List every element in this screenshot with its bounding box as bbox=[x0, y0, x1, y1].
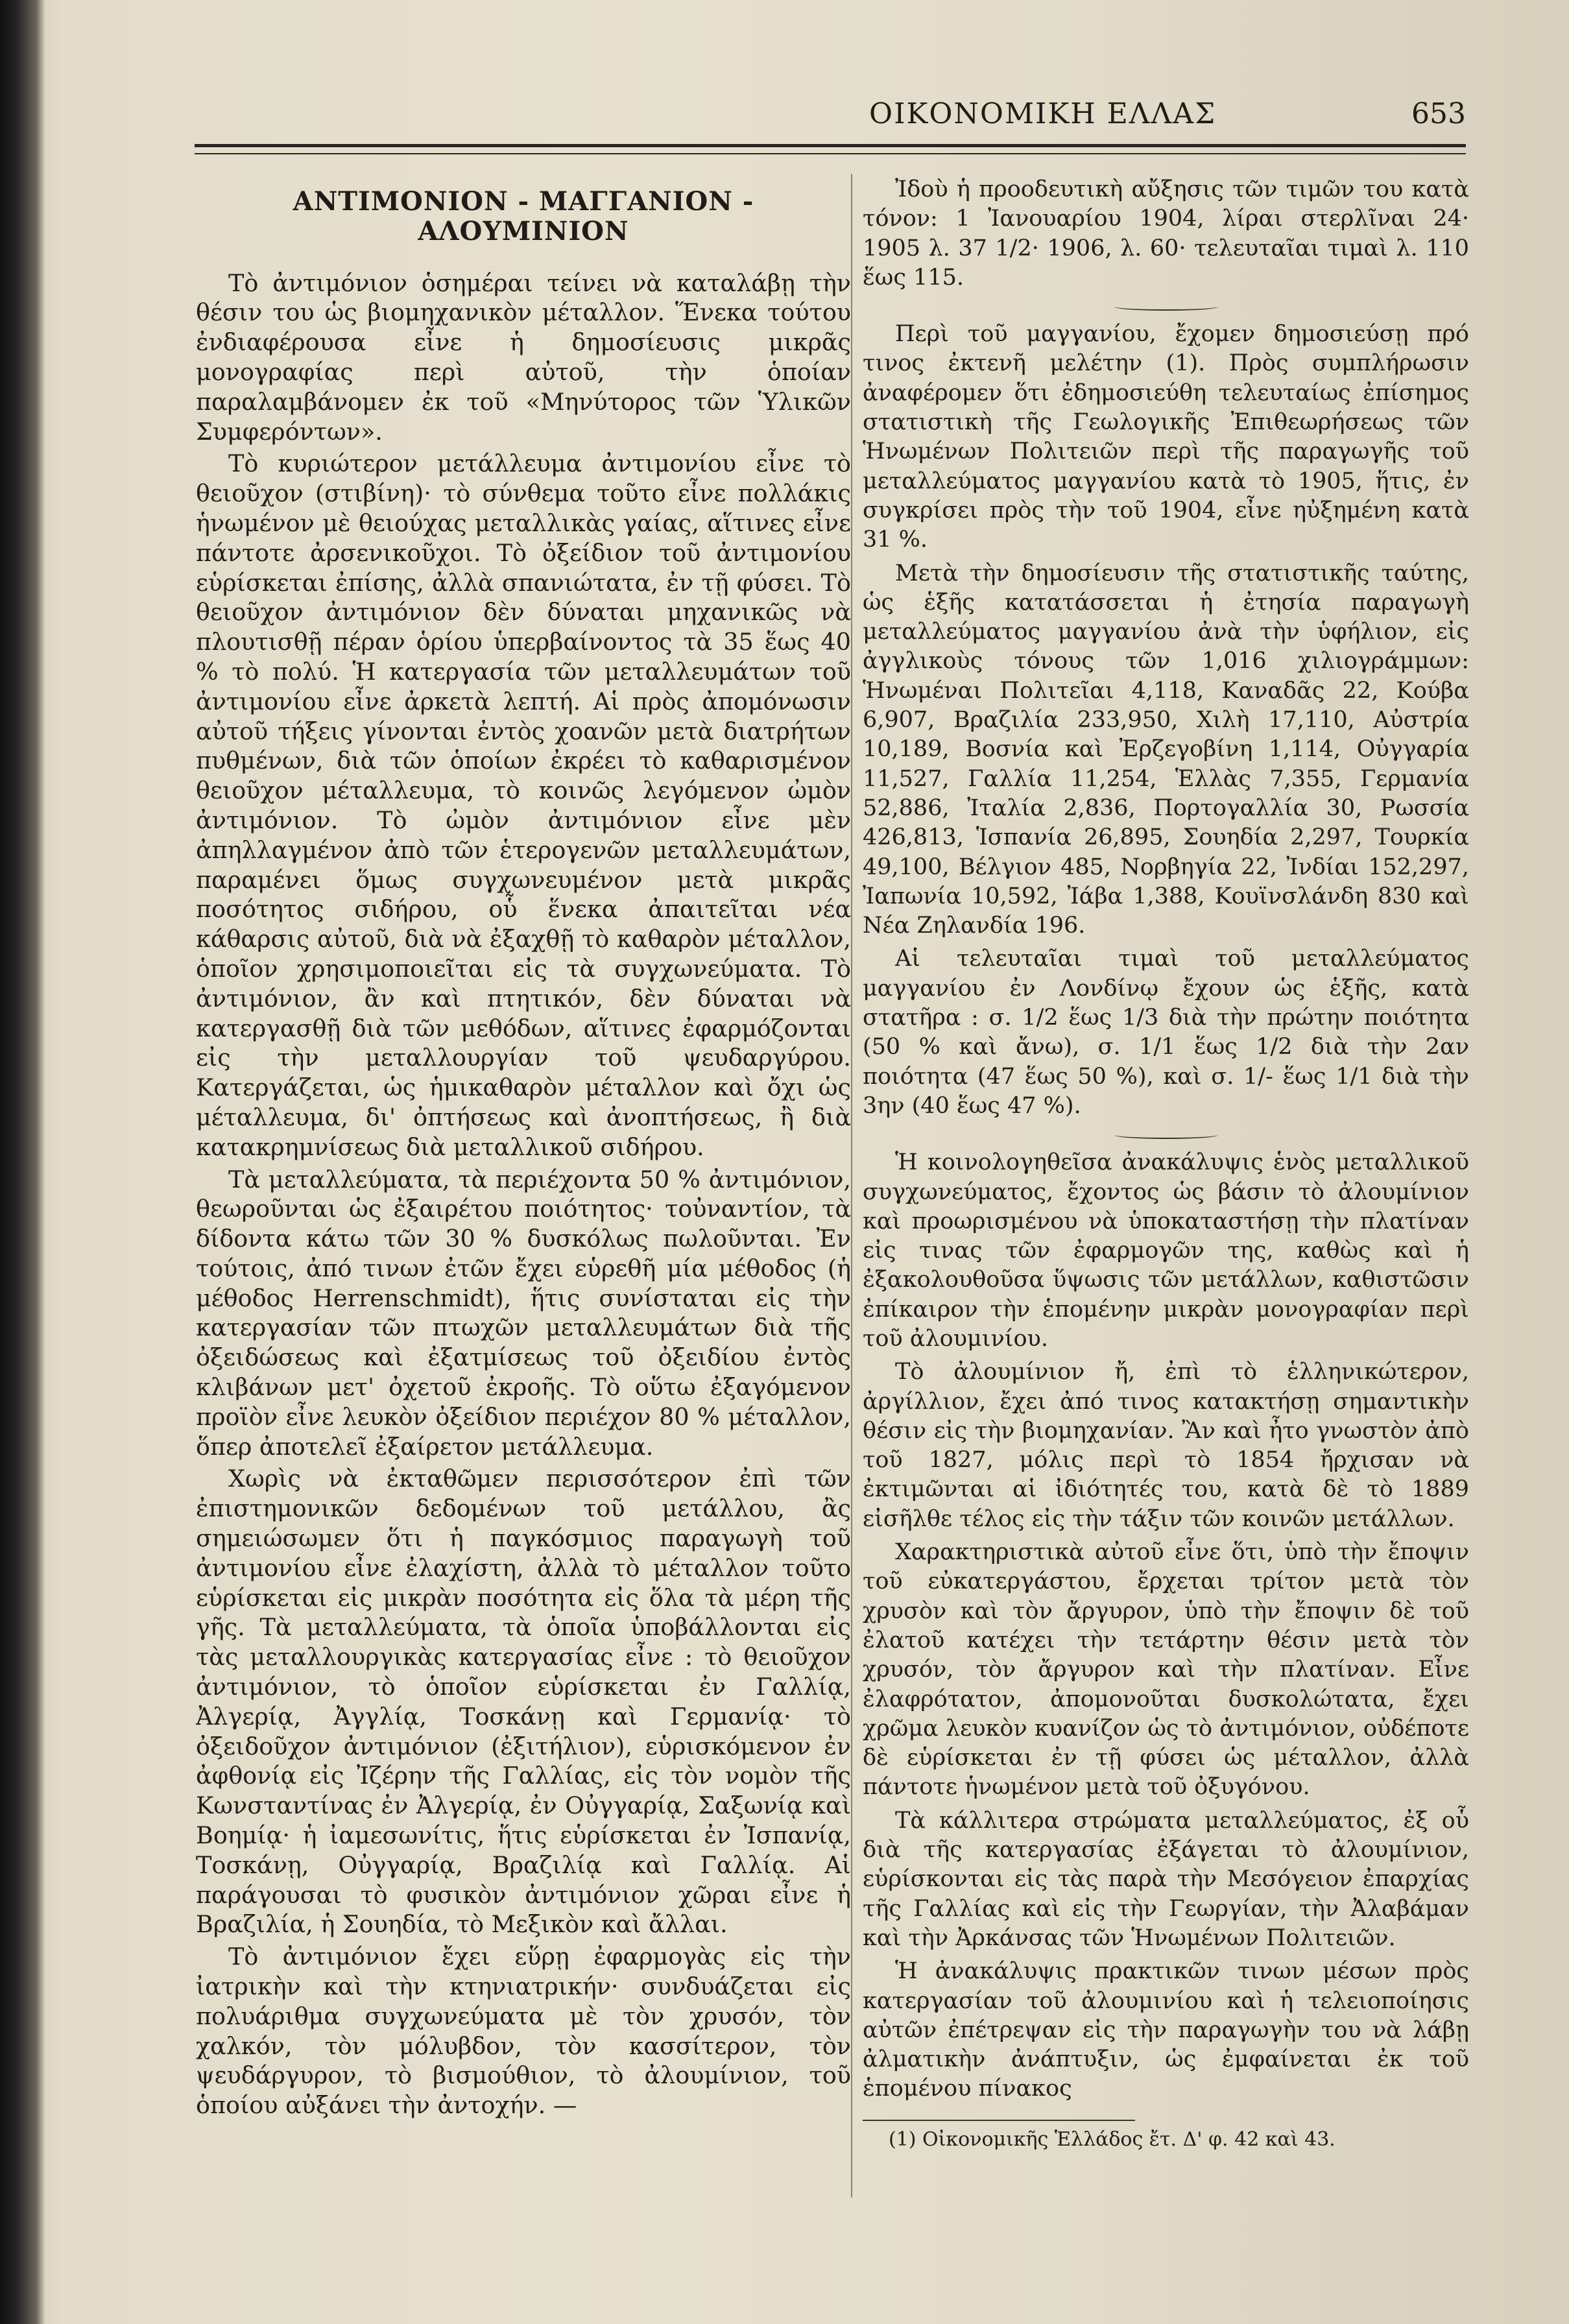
paragraph-manganese-production: Μετὰ τὴν δημοσίευσιν τῆς στατιστικῆς ταύτης, ὡς ἑξῆς κατατάσσεται ἡ ἐτησία παραγωγὴ μεταλλεύματος μαγγανίου ἀνὰ τὴν ὑφήλιον, εἰς ἀγγλικοὺς τόνους τῶν 1,016 χιλιογράμμων: Ἡνωμέναι Πολιτεῖαι 4,118, Καναδᾶς 22, Κούβα 6,907, Βραζιλία 233,950, Χιλὴ 17,110, Αὐστρία 10,189, Βοσνία καὶ Ἐρζεγοβίνη 1,114, Οὐγγαρία 11,527, Γαλλία 11,254, Ἑλλὰς 7,355, Γερμανία 52,886, Ἰταλία 2,836, Πορτογαλλία 30, Ρωσσία 426,813, Ἱσπανία 26,895, Σουηδία 2,297, Τουρκία 49,100, Βέλγιον 485, Νορβηγία 22, Ἰνδίαι 152,297, Ἰαπωνία 10,592, Ἰάβα 1,388, Κουϊνσλάνδη 830 καὶ Νέα Ζηλανδία 196. bbox=[863, 560, 1469, 939]
header-rule-thin bbox=[195, 153, 1466, 154]
paragraph-aluminium-deposits: Τὰ κάλλιτερα στρώματα μεταλλεύματος, ἐξ οὗ διὰ τῆς κατεργασίας ἐξάγεται τὸ ἀλουμίνιον, εὑρίσκονται εἰς τὰς παρὰ τὴν Μεσόγειον ἐπαρχίας τῆς Γαλλίας καὶ εἰς τὴν Γεωργίαν, τὴν Ἀλαβάμαν καὶ τὴν Ἀρκάνσας τῶν Ἡνωμένων Πολιτειῶν. bbox=[863, 1807, 1469, 1951]
section-separator bbox=[1114, 1131, 1218, 1139]
running-title: ΟΙΚΟΝΟΜΙΚΗ ΕΛΛΑΣ bbox=[869, 97, 1217, 130]
paragraph-ores: Τὸ κυριώτερον μετάλλευμα ἀντιμονίου εἶνε τὸ θειοῦχον (στιβίνη)· τὸ σύνθεμα τοῦτο εἶνε πολλάκις ἡνωμένον μὲ θειούχας μεταλλικὰς γαίας, αἵτινες εἶνε πάντοτε ἀρσενικοῦχοι. Τὸ ὀξείδιον τοῦ ἀντιμονίου εὑρίσκεται ἐπίσης, ἀλλὰ σπανιώτατα, ἐν τῇ φύσει. Τὸ θειοῦχον ἀντιμόνιον δὲν δύναται μηχανικῶς νὰ πλουτισθῇ πέραν ὁρίου ὑπερβαίνοντος τὰ 35 ἕως 40 % τὸ πολύ. Ἡ κατεργασία τῶν μεταλλευμάτων τοῦ ἀντιμονίου εἶνε ἀρκετὰ λεπτή. Αἱ πρὸς ἀπομόνωσιν αὐτοῦ τήξεις γίνονται ἐντὸς χοανῶν μετὰ διατρήτων πυθμένων, διὰ τῶν ὁποίων ἐκρέει τὸ καθαρισμένον θειοῦχον μέταλλευμα, τὸ κοινῶς λεγόμενον ὠμὸν ἀντιμόνιον. Τὸ ὠμὸν ἀντιμόνιον εἶνε μὲν ἀπηλλαγμένον ἀπὸ τῶν ἑτερογενῶν μεταλλευμάτων, παραμένει ὅμως συγχωνευμένον μετὰ μικρᾶς ποσότητος σιδήρου, οὗ ἕνεκα ἀπαιτεῖται νέα κάθαρσις αὐτοῦ, διὰ νὰ ἐξαχθῇ τὸ καθαρὸν μέταλλον, ὁποῖον χρησιμοποιεῖται εἰς τὰ συγχωνεύματα. Τὸ ἀντιμόνιον, ἂν καὶ πτητικόν, δὲν δύναται νὰ κατεργασθῇ διὰ τῶν μεθόδων, αἵτινες ἐφαρμόζονται εἰς τὴν μεταλλουργίαν τοῦ ψευδαργύρου. Κατεργάζεται, ὡς ἡμικαθαρὸν μέταλλον καὶ ὄχι ὡς μέταλλευμα, δι' ὀπτήσεως καὶ ἀνοπτήσεως, ἢ διὰ κατακρημνίσεως διὰ μεταλλικοῦ σιδήρου. bbox=[196, 449, 851, 1161]
page-number: 653 bbox=[1411, 97, 1466, 130]
paragraph-manganese-intro: Περὶ τοῦ μαγγανίου, ἔχομεν δημοσιεύσῃ πρό τινος ἐκτενῆ μελέτην (1). Πρὸς συμπλήρωσιν ἀναφέρομεν ὅτι ἐδημοσιεύθη τελευταίως ἐπίσημος στατιστικὴ τῆς Γεωλογικῆς Ἐπιθεωρήσεως τῶν Ἡνωμένων Πολιτειῶν περὶ τῆς παραγωγῆς τοῦ μεταλλεύματος μαγγανίου κατὰ τὸ 1905, ἥτις, ἐν συγκρίσει πρὸς τὴν τοῦ 1904, εἶνε ηὐξημένη κατὰ 31 %. bbox=[863, 321, 1469, 553]
paragraph-aluminium-intro: Ἡ κοινολογηθεῖσα ἀνακάλυψις ἑνὸς μεταλλικοῦ συγχωνεύματος, ἔχοντος ὡς βάσιν τὸ ἀλουμίνιον καὶ προωρισμένου νὰ ὑποκαταστήσῃ τὴν πλατίναν εἰς τινας τῶν ἐφαρμογῶν της, καθὼς καὶ ἡ ἐξακολουθοῦσα ὕψωσις τῶν μετάλλων, καθιστῶσιν ἐπίκαιρον τὴν ἑπομένην μικρὰν μονογραφίαν περὶ τοῦ ἀλουμινίου. bbox=[863, 1149, 1469, 1352]
paragraph-production: Χωρὶς νὰ ἐκταθῶμεν περισσότερον ἐπὶ τῶν ἐπιστημονικῶν δεδομένων τοῦ μετάλλου, ἂς σημειώσωμεν ὅτι ἡ παγκόσμιος παραγωγὴ τοῦ ἀντιμονίου εἶνε ἐλαχίστη, ἀλλὰ τὸ μέταλλον τοῦτο εὑρίσκεται εἰς μικρὰν ποσότητα εἰς ὅλα τὰ μέρη τῆς γῆς. Τὰ μεταλλεύματα, τὰ ὁποῖα ὑποβάλλονται εἰς τὰς μεταλλουργικὰς κατεργασίας εἶνε : τὸ θειοῦχον ἀντιμόνιον, τὸ ὁποῖον εὑρίσκεται ἐν Γαλλίᾳ, Ἀλγερίᾳ, Ἀγγλίᾳ, Τοσκάνῃ καὶ Γερμανίᾳ· τὸ ὀξειδοῦχον ἀντιμόνιον (ἐξιτήλιον), εὑρισκόμενον ἐν ἀφθονίᾳ εἰς Ἰζέρην τῆς Γαλλίας, εἰς τὸν νομὸν τῆς Κωνσταντίνας ἐν Ἀλγερίᾳ, ἐν Οὐγγαρίᾳ, Σαξωνίᾳ καὶ Βοημίᾳ· ἡ ἰαμεσωνίτις, ἥτις εὑρίσκεται ἐν Ἰσπανίᾳ, Τοσκάνῃ, Οὐγγαρίᾳ, Βραζιλίᾳ καὶ Γαλλίᾳ. Αἱ παράγουσαι τὸ φυσικὸν ἀντιμόνιον χῶραι εἶνε ἡ Βραζιλία, ἡ Σουηδία, τὸ Μεξικὸν καὶ ἄλλαι. bbox=[196, 1465, 851, 1939]
page-header bbox=[195, 97, 1466, 143]
section-heading: ΑΝΤΙΜΟΝΙΟΝ - ΜΑΓΓΑΝΙΟΝ - ΑΛΟΥΜΙΝΙΟΝ bbox=[293, 186, 754, 246]
footnote: (1) Οἰκονομικῆς Ἑλλάδος ἔτ. Δ' φ. 42 καὶ 43. bbox=[889, 2127, 1335, 2151]
paragraph-intro: Τὸ ἀντιμόνιον ὁσημέραι τείνει νὰ καταλάβῃ τὴν θέσιν του ὡς βιομηχανικὸν μέταλλον. Ἕνεκα τούτου ἐνδιαφέρουσα εἶνε ἡ δημοσίευσις μικρᾶς μονογραφίας περὶ αὐτοῦ, τὴν ὁποίαν παραλαμβάνομεν ἐκ τοῦ «Μηνύτορος τῶν Ὑλικῶν Συμφερόντων». bbox=[196, 269, 851, 446]
paragraph-processing: Τὰ μεταλλεύματα, τὰ περιέχοντα 50 % ἀντιμόνιον, θεωροῦνται ὡς ἐξαιρέτου ποιότητος· τοὐναντίον, τὰ δίδοντα κάτω τῶν 30 % δυσκόλως πωλοῦνται. Ἐν τούτοις, ἀπό τινων ἐτῶν ἔχει εὑρεθῆ μία μέθοδος (ἡ μέθοδος Herrenschmidt), ἥτις συνίσταται εἰς τὴν κατεργασίαν τῶν πτωχῶν μεταλλευμάτων διὰ τῆς ὀξειδώσεως καὶ ἐξατμίσεως τοῦ ὀξειδίου ἐντὸς κλιβάνων μετ' ὀχετοῦ ἐκροῆς. Τὸ οὕτω ἐξαγόμενον προϊὸν εἶνε λευκὸν ὀξείδιον περιέχον 80 % μέταλλον, ὅπερ ἀποτελεῖ ἐξαίρετον μετάλλευμα. bbox=[196, 1165, 851, 1461]
paragraph-aluminium-production: Ἡ ἀνακάλυψις πρακτικῶν τινων μέσων πρὸς κατεργασίαν τοῦ ἀλουμινίου καὶ ἡ τελειοποίησις αὐτῶν ἐπέτρεψαν εἰς τὴν παραγωγὴν του νὰ λάβῃ ἀλματικὴν ἀνάπτυξιν, ὡς ἐμφαίνεται ἐκ τοῦ ἑπομένου πίνακος bbox=[863, 1958, 1469, 2102]
paragraph-aluminium-history: Τὸ ἀλουμίνιον ἤ, ἐπὶ τὸ ἑλληνικώτερον, ἀργίλλιον, ἔχει ἀπό τινος κατακτήσῃ σημαντικὴν θέσιν εἰς τὴν βιομηχανίαν. Ἂν καὶ ἦτο γνωστὸν ἀπὸ τοῦ 1827, μόλις περὶ τὸ 1854 ἤρχισαν νὰ ἐκτιμῶνται αἱ ἰδιότητές του, κατὰ δὲ τὸ 1889 εἰσῆλθε τέλος εἰς τὴν τάξιν τῶν κοινῶν μετάλλων. bbox=[863, 1359, 1469, 1532]
book-binding-shadow bbox=[0, 0, 45, 2324]
section-separator bbox=[1114, 303, 1218, 311]
right-column bbox=[863, 175, 1469, 2283]
paragraph-antimony-prices: Ἰδοὺ ἡ προοδευτικὴ αὔξησις τῶν τιμῶν του κατὰ τόνον: 1 Ἰανουαρίου 1904, λίραι στερλῖναι 24· 1905 λ. 37 1/2· 1906, λ. 60· τελευταῖαι τιμαὶ λ. 110 ἕως 115. bbox=[863, 176, 1469, 291]
paragraph-aluminium-properties: Χαρακτηριστικὰ αὐτοῦ εἶνε ὅτι, ὑπὸ τὴν ἔποψιν τοῦ εὐκατεργάστου, ἔρχεται τρίτον μετὰ τὸν χρυσὸν καὶ τὸν ἄργυρον, ὑπὸ τὴν ἔποψιν δὲ τοῦ ἐλατοῦ κατέχει τὴν τετάρτην θέσιν μετὰ τὸν χρυσόν, τὸν ἄργυρον καὶ τὴν πλατίναν. Εἶνε ἐλαφρότατον, ἀπομονοῦται δυσκολώτατα, ἔχει χρῶμα λευκὸν κυανίζον ὡς τὸ ἀντιμόνιον, οὐδέποτε δὲ εὑρίσκεται ἐν τῇ φύσει ὡς μέταλλον, ἀλλὰ πάντοτε ἡνωμένον μετὰ τοῦ ὀξυγόνου. bbox=[863, 1539, 1469, 1801]
paragraph-applications: Τὸ ἀντιμόνιον ἔχει εὕρῃ ἐφαρμογὰς εἰς τὴν ἰατρικὴν καὶ τὴν κτηνιατρικήν· συνδυάζεται εἰς πολυάριθμα συγχωνεύματα μὲ τὸν χρυσόν, τὸν χαλκόν, τὸν μόλυβδον, τὸν κασσίτερον, τὸν ψευδάργυρον, τὸ βισμούθιον, τὸ ἀλουμίνιον, τοῦ ὁποίου αὐξάνει τὴν ἀντοχήν. — bbox=[196, 1943, 851, 2120]
left-column bbox=[196, 175, 851, 2283]
paragraph-manganese-prices: Αἱ τελευταῖαι τιμαὶ τοῦ μεταλλεύματος μαγγανίου ἐν Λονδίνῳ ἔχουν ὡς ἑξῆς, κατὰ στατῆρα : σ. 1/2 ἕως 1/3 διὰ τὴν πρώτην ποιότητα (50 % καὶ ἄνω), σ. 1/1 ἕως 1/2 διὰ τὴν 2αν ποιότητα (47 ἕως 50 %), καὶ σ. 1/- ἕως 1/1 διὰ τὴν 3ην (40 ἕως 47 %). bbox=[863, 946, 1469, 1119]
footnote-rule bbox=[863, 2120, 1135, 2121]
column-divider bbox=[851, 174, 852, 2198]
header-rule-thick bbox=[195, 144, 1466, 147]
